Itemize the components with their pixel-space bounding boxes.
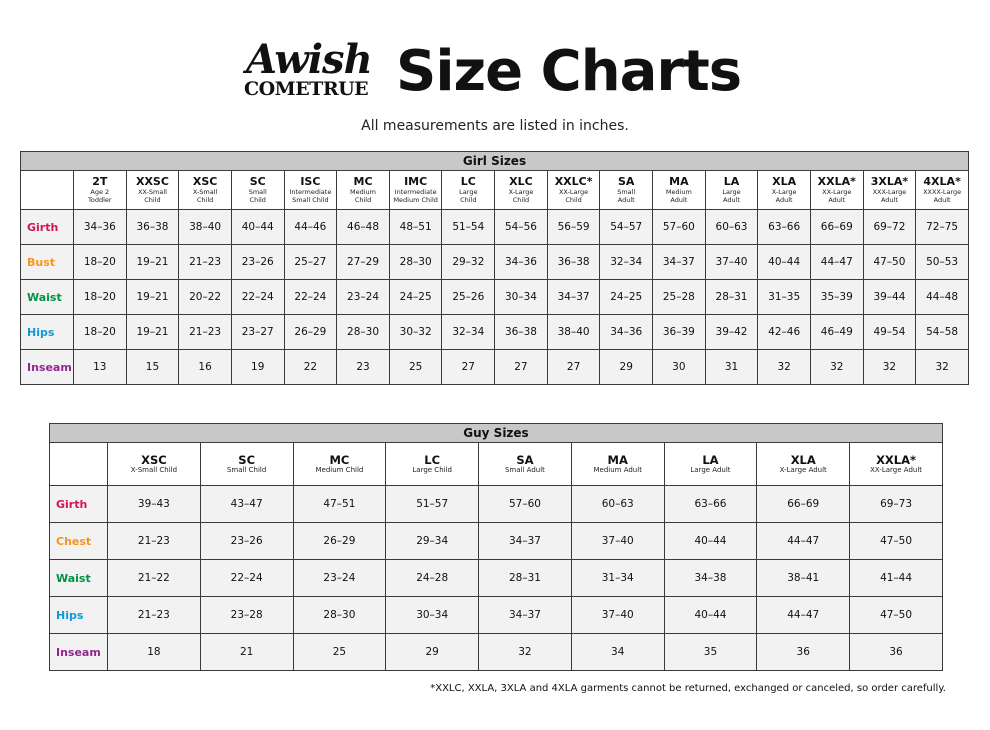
measurement-cell: 34–38 <box>664 560 757 597</box>
size-header-cell <box>757 443 850 486</box>
size-header-cell <box>231 171 284 210</box>
size-description: X-Small Child <box>130 466 178 474</box>
size-code: SA <box>516 453 534 467</box>
measurement-cell: 22–24 <box>284 280 337 315</box>
measurement-cell: 23–24 <box>293 560 386 597</box>
size-description: Child <box>249 196 266 204</box>
size-description: X-Large Adult <box>779 466 827 474</box>
measurement-cell: 30–32 <box>389 315 442 350</box>
measurement-cell: 21–23 <box>108 597 201 634</box>
measurement-cell: 34–36 <box>74 210 127 245</box>
measurement-cell: 31–35 <box>758 280 811 315</box>
size-description: Small Child <box>292 196 329 204</box>
measurement-cell: 44–47 <box>757 523 850 560</box>
size-header-cell <box>386 443 479 486</box>
size-header-cell <box>74 171 127 210</box>
measurement-cell: 29–32 <box>442 245 495 280</box>
size-description: Small <box>248 188 267 196</box>
measurement-cell: 18–20 <box>74 245 127 280</box>
size-code: XXLA* <box>817 175 856 188</box>
size-code: XSC <box>141 453 167 467</box>
measurement-cell: 34 <box>571 634 664 671</box>
measurement-cell: 22–24 <box>200 560 293 597</box>
measurement-cell: 36–38 <box>126 210 179 245</box>
size-code: XLC <box>509 175 533 188</box>
measurement-cell: 49–54 <box>863 315 916 350</box>
size-description: XXX-Large <box>872 188 907 196</box>
measurement-cell: 23–27 <box>231 315 284 350</box>
measurement-cell: 44–46 <box>284 210 337 245</box>
measurement-cell: 32 <box>916 350 969 385</box>
measurement-cell: 44–47 <box>757 597 850 634</box>
size-header-cell <box>850 443 943 486</box>
girl-size-table <box>20 151 969 385</box>
size-code: 4XLA* <box>923 175 961 188</box>
measurement-cell: 27–29 <box>337 245 390 280</box>
size-code: LA <box>723 175 740 188</box>
table-row <box>21 245 969 280</box>
measurement-cell: 34–37 <box>653 245 706 280</box>
measurement-cell: 42–46 <box>758 315 811 350</box>
size-code: ISC <box>300 175 321 188</box>
table-row <box>50 560 943 597</box>
footnote: *XXLC, XXLA, 3XLA and 4XLA garments cannot be returned, exchanged or canceled, so order carefully. <box>430 683 946 694</box>
measurement-cell: 56–59 <box>547 210 600 245</box>
measurement-cell: 26–29 <box>284 315 337 350</box>
measurement-cell: 47–50 <box>850 597 943 634</box>
measurement-cell: 28–30 <box>337 315 390 350</box>
measurement-cell: 13 <box>74 350 127 385</box>
measurement-cell: 50–53 <box>916 245 969 280</box>
size-code: SC <box>249 175 266 188</box>
measurement-cell: 69–72 <box>863 210 916 245</box>
measurement-cell: 20–22 <box>179 280 232 315</box>
table-row <box>21 210 969 245</box>
row-label-waist: Waist <box>50 560 108 597</box>
size-code: MC <box>329 453 350 467</box>
row-label-girth: Girth <box>21 210 74 245</box>
measurement-cell: 34–36 <box>600 315 653 350</box>
size-code: XXLA* <box>876 453 917 467</box>
measurement-cell: 66–69 <box>810 210 863 245</box>
measurement-cell: 23 <box>337 350 390 385</box>
size-description: Medium Child <box>315 466 364 474</box>
size-header-cell <box>442 171 495 210</box>
measurement-cell: 29 <box>600 350 653 385</box>
measurement-cell: 54–58 <box>916 315 969 350</box>
measurement-cell: 63–66 <box>758 210 811 245</box>
measurement-cell: 36 <box>757 634 850 671</box>
measurement-cell: 29 <box>386 634 479 671</box>
size-header-cell <box>179 171 232 210</box>
measurement-cell: 40–44 <box>231 210 284 245</box>
measurement-cell: 19–21 <box>126 245 179 280</box>
header-corner-cell <box>21 171 74 210</box>
size-header-cell <box>705 171 758 210</box>
measurement-cell: 60–63 <box>571 486 664 523</box>
size-code: 2T <box>92 175 108 188</box>
measurement-cell: 36–39 <box>653 315 706 350</box>
measurement-cell: 32 <box>863 350 916 385</box>
measurement-cell: 19–21 <box>126 280 179 315</box>
size-description: X-Large <box>771 188 797 196</box>
measurement-cell: 37–40 <box>571 597 664 634</box>
table-row <box>21 315 969 350</box>
measurement-cell: 28–31 <box>479 560 572 597</box>
measurement-cell: 34–37 <box>479 523 572 560</box>
measurement-cell: 37–40 <box>705 245 758 280</box>
size-code: XSC <box>192 175 218 188</box>
measurement-cell: 46–48 <box>337 210 390 245</box>
size-header-cell <box>664 443 757 486</box>
measurement-cell: 34–36 <box>495 245 548 280</box>
size-description: Medium <box>350 188 377 196</box>
measurement-cell: 21–23 <box>179 245 232 280</box>
size-header-cell <box>495 171 548 210</box>
brand-logo <box>244 38 380 104</box>
measurement-cell: 39–42 <box>705 315 758 350</box>
size-code: MC <box>353 175 373 188</box>
table-row <box>21 350 969 385</box>
row-label-girth: Girth <box>50 486 108 523</box>
size-description: Medium Child <box>393 196 438 204</box>
size-description: XX-Small <box>137 188 167 196</box>
measurement-cell: 48–51 <box>389 210 442 245</box>
measurement-cell: 19 <box>231 350 284 385</box>
size-description: Toddler <box>88 196 112 204</box>
row-label-waist: Waist <box>21 280 74 315</box>
measurement-cell: 24–28 <box>386 560 479 597</box>
measurement-cell: 25–26 <box>442 280 495 315</box>
measurement-cell: 21–22 <box>108 560 201 597</box>
size-header-cell <box>810 171 863 210</box>
size-header-cell <box>337 171 390 210</box>
measurement-cell: 36–38 <box>547 245 600 280</box>
measurement-cell: 22 <box>284 350 337 385</box>
measurement-cell: 35–39 <box>810 280 863 315</box>
row-label-chest: Chest <box>50 523 108 560</box>
measurement-cell: 30–34 <box>495 280 548 315</box>
size-header-cell <box>571 443 664 486</box>
measurement-cell: 38–40 <box>179 210 232 245</box>
table-row <box>21 280 969 315</box>
measurement-cell: 36–38 <box>495 315 548 350</box>
measurement-cell: 39–43 <box>108 486 201 523</box>
size-code: XXLC* <box>554 175 593 188</box>
measurement-cell: 25 <box>389 350 442 385</box>
measurement-cell: 46–49 <box>810 315 863 350</box>
row-label-hips: Hips <box>50 597 108 634</box>
measurement-cell: 19–21 <box>126 315 179 350</box>
measurement-cell: 69–73 <box>850 486 943 523</box>
size-description: Child <box>196 196 214 204</box>
guy-size-table <box>49 423 943 671</box>
measurement-cell: 18–20 <box>74 315 127 350</box>
size-description: Child <box>144 196 161 204</box>
measurement-cell: 29–34 <box>386 523 479 560</box>
size-description: Large Adult <box>690 466 731 474</box>
measurement-cell: 40–44 <box>758 245 811 280</box>
measurement-cell: 47–51 <box>293 486 386 523</box>
size-description: Large Child <box>412 466 452 474</box>
measurement-cell: 51–54 <box>442 210 495 245</box>
measurement-cell: 35 <box>664 634 757 671</box>
row-label-bust: Bust <box>21 245 74 280</box>
page-subtitle: All measurements are listed in inches. <box>361 118 629 134</box>
measurement-cell: 25–27 <box>284 245 337 280</box>
measurement-cell: 44–48 <box>916 280 969 315</box>
measurement-cell: 21–23 <box>179 315 232 350</box>
size-description: Child <box>565 196 582 204</box>
size-code: XLA <box>790 453 816 467</box>
size-description: Child <box>512 196 530 204</box>
measurement-cell: 18 <box>108 634 201 671</box>
measurement-cell: 54–56 <box>495 210 548 245</box>
size-header-cell <box>200 443 293 486</box>
size-header-cell <box>758 171 811 210</box>
measurement-cell: 28–30 <box>389 245 442 280</box>
size-description: Adult <box>933 196 951 204</box>
size-header-cell <box>863 171 916 210</box>
size-description: XX-Large <box>822 188 852 196</box>
table-title: Girl Sizes <box>21 152 969 171</box>
row-label-hips: Hips <box>21 315 74 350</box>
measurement-cell: 26–29 <box>293 523 386 560</box>
measurement-cell: 28–30 <box>293 597 386 634</box>
size-header-cell <box>653 171 706 210</box>
measurement-cell: 16 <box>179 350 232 385</box>
size-description: Child <box>354 196 372 204</box>
measurement-cell: 32 <box>479 634 572 671</box>
size-description: Adult <box>670 196 688 204</box>
measurement-cell: 23–26 <box>200 523 293 560</box>
size-description: Intermediate <box>289 188 332 196</box>
brand-logo-line1: Awish <box>246 36 372 83</box>
size-code: LC <box>460 175 476 188</box>
size-description: XX-Large <box>558 188 589 196</box>
size-header-cell <box>126 171 179 210</box>
measurement-cell: 72–75 <box>916 210 969 245</box>
size-header-cell <box>479 443 572 486</box>
page-title: Size Charts <box>396 39 742 104</box>
measurement-cell: 32 <box>810 350 863 385</box>
size-code: SA <box>618 175 635 188</box>
measurement-cell: 36 <box>850 634 943 671</box>
row-label-inseam: Inseam <box>21 350 74 385</box>
measurement-cell: 47–50 <box>863 245 916 280</box>
measurement-cell: 28–31 <box>705 280 758 315</box>
size-description: Small Child <box>226 466 267 474</box>
page-header <box>0 38 990 108</box>
measurement-cell: 22–24 <box>231 280 284 315</box>
measurement-cell: 30 <box>653 350 706 385</box>
measurement-cell: 43–47 <box>200 486 293 523</box>
size-description: XX-Large Adult <box>870 466 923 474</box>
table-title: Guy Sizes <box>50 424 943 443</box>
size-code: XLA <box>772 175 797 188</box>
size-code: MA <box>669 175 689 188</box>
measurement-cell: 34–37 <box>479 597 572 634</box>
measurement-cell: 32–34 <box>600 245 653 280</box>
measurement-cell: 21 <box>200 634 293 671</box>
size-header-cell <box>547 171 600 210</box>
table-row <box>50 523 943 560</box>
measurement-cell: 54–57 <box>600 210 653 245</box>
size-description: Large <box>459 188 478 196</box>
measurement-cell: 39–44 <box>863 280 916 315</box>
size-description: X-Small <box>192 188 218 196</box>
header-corner-cell <box>50 443 108 486</box>
measurement-cell: 24–25 <box>600 280 653 315</box>
size-header-cell <box>916 171 969 210</box>
size-code: SC <box>238 453 256 467</box>
measurement-cell: 38–40 <box>547 315 600 350</box>
table-row <box>50 597 943 634</box>
measurement-cell: 34–37 <box>547 280 600 315</box>
measurement-cell: 25 <box>293 634 386 671</box>
size-description: Small Adult <box>504 466 545 474</box>
size-header-cell <box>600 171 653 210</box>
size-description: Adult <box>775 196 793 204</box>
measurement-cell: 23–24 <box>337 280 390 315</box>
size-description: Medium Adult <box>593 466 642 474</box>
measurement-cell: 27 <box>495 350 548 385</box>
measurement-cell: 32 <box>758 350 811 385</box>
size-header-cell <box>284 171 337 210</box>
size-code: LC <box>424 453 441 467</box>
size-code: XXSC <box>135 175 169 188</box>
measurement-cell: 24–25 <box>389 280 442 315</box>
size-description: Child <box>460 196 477 204</box>
size-code: LA <box>702 453 719 467</box>
measurement-cell: 40–44 <box>664 597 757 634</box>
measurement-cell: 51–57 <box>386 486 479 523</box>
measurement-cell: 23–28 <box>200 597 293 634</box>
measurement-cell: 27 <box>442 350 495 385</box>
row-label-inseam: Inseam <box>50 634 108 671</box>
measurement-cell: 23–26 <box>231 245 284 280</box>
size-description: Small <box>617 188 636 196</box>
brand-logo-line2: COMETRUE <box>244 78 369 100</box>
measurement-cell: 57–60 <box>479 486 572 523</box>
size-code: MA <box>607 453 628 467</box>
size-description: Adult <box>828 196 846 204</box>
measurement-cell: 57–60 <box>653 210 706 245</box>
size-description: Adult <box>880 196 898 204</box>
measurement-cell: 66–69 <box>757 486 850 523</box>
table-row <box>50 486 943 523</box>
size-description: XXXX-Large <box>923 188 962 196</box>
measurement-cell: 63–66 <box>664 486 757 523</box>
measurement-cell: 40–44 <box>664 523 757 560</box>
measurement-cell: 41–44 <box>850 560 943 597</box>
size-description: Age 2 <box>90 188 110 196</box>
measurement-cell: 37–40 <box>571 523 664 560</box>
size-description: Large <box>722 188 741 196</box>
measurement-cell: 31 <box>705 350 758 385</box>
measurement-cell: 27 <box>547 350 600 385</box>
size-header-cell <box>108 443 201 486</box>
size-header-cell <box>293 443 386 486</box>
size-description: X-Large <box>508 188 534 196</box>
measurement-cell: 15 <box>126 350 179 385</box>
measurement-cell: 47–50 <box>850 523 943 560</box>
measurement-cell: 21–23 <box>108 523 201 560</box>
size-description: Adult <box>723 196 740 204</box>
size-code: 3XLA* <box>870 175 909 188</box>
measurement-cell: 44–47 <box>810 245 863 280</box>
measurement-cell: 60–63 <box>705 210 758 245</box>
table-row <box>50 634 943 671</box>
size-header-cell <box>389 171 442 210</box>
size-description: Adult <box>617 196 635 204</box>
size-code: IMC <box>404 175 428 188</box>
size-description: Intermediate <box>394 188 437 196</box>
measurement-cell: 32–34 <box>442 315 495 350</box>
measurement-cell: 31–34 <box>571 560 664 597</box>
measurement-cell: 30–34 <box>386 597 479 634</box>
measurement-cell: 18–20 <box>74 280 127 315</box>
measurement-cell: 25–28 <box>653 280 706 315</box>
measurement-cell: 38–41 <box>757 560 850 597</box>
size-description: Medium <box>665 188 692 196</box>
